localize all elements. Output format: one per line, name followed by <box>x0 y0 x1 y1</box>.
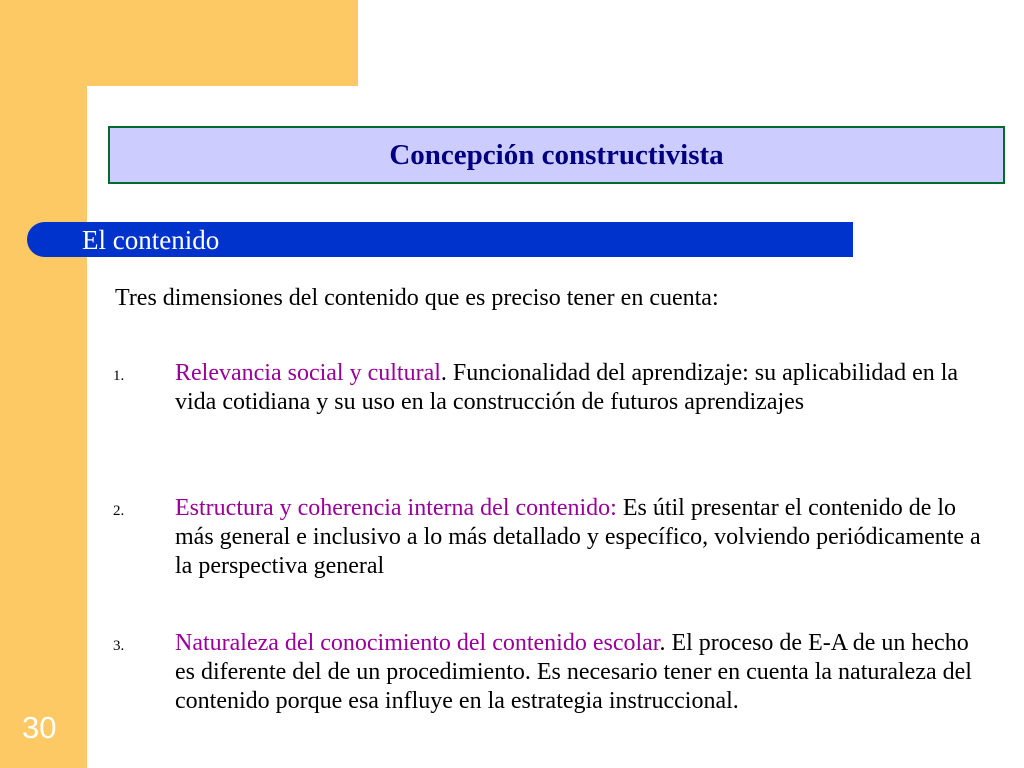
page-number: 30 <box>22 710 57 745</box>
section-header-label: El contenido <box>82 225 220 255</box>
list-item-2 <box>113 494 993 581</box>
list-item-3 <box>113 629 993 716</box>
body-text: . Funcionalidad del aprendizaje: su aplicabilidad en la vida cotidiana y su uso en la construcción de futuros aprendizajes <box>175 360 959 415</box>
body-text: . El proceso de E-A de un hecho es diferente del de un procedimiento. Es necesario tener en cuenta la naturaleza del contenido porque esa influye en la estrategia instruccional. <box>175 630 972 714</box>
intro-text: Tres dimensiones del contenido que es preciso tener en cuenta: <box>115 285 719 311</box>
list-number: 1. <box>113 368 125 384</box>
slide-title-text: Concepción constructivista <box>389 138 724 171</box>
highlight-text: Relevancia social y cultural <box>175 360 441 386</box>
highlight-text: Naturaleza del conocimiento del contenido escolar <box>175 630 660 656</box>
slide-title <box>108 126 1005 184</box>
highlight-text: Estructura y coherencia interna del contenido: <box>175 495 617 521</box>
list-number: 2. <box>113 503 125 519</box>
list-number: 3. <box>113 638 125 654</box>
left-accent-bar <box>0 0 87 768</box>
top-accent-bar <box>0 0 358 86</box>
list-item-1 <box>113 359 993 417</box>
body-text: Es útil presentar el contenido de lo más general e inclusivo a lo más detallado y específico, volviendo periódicamente a la perspectiva general <box>175 495 981 579</box>
